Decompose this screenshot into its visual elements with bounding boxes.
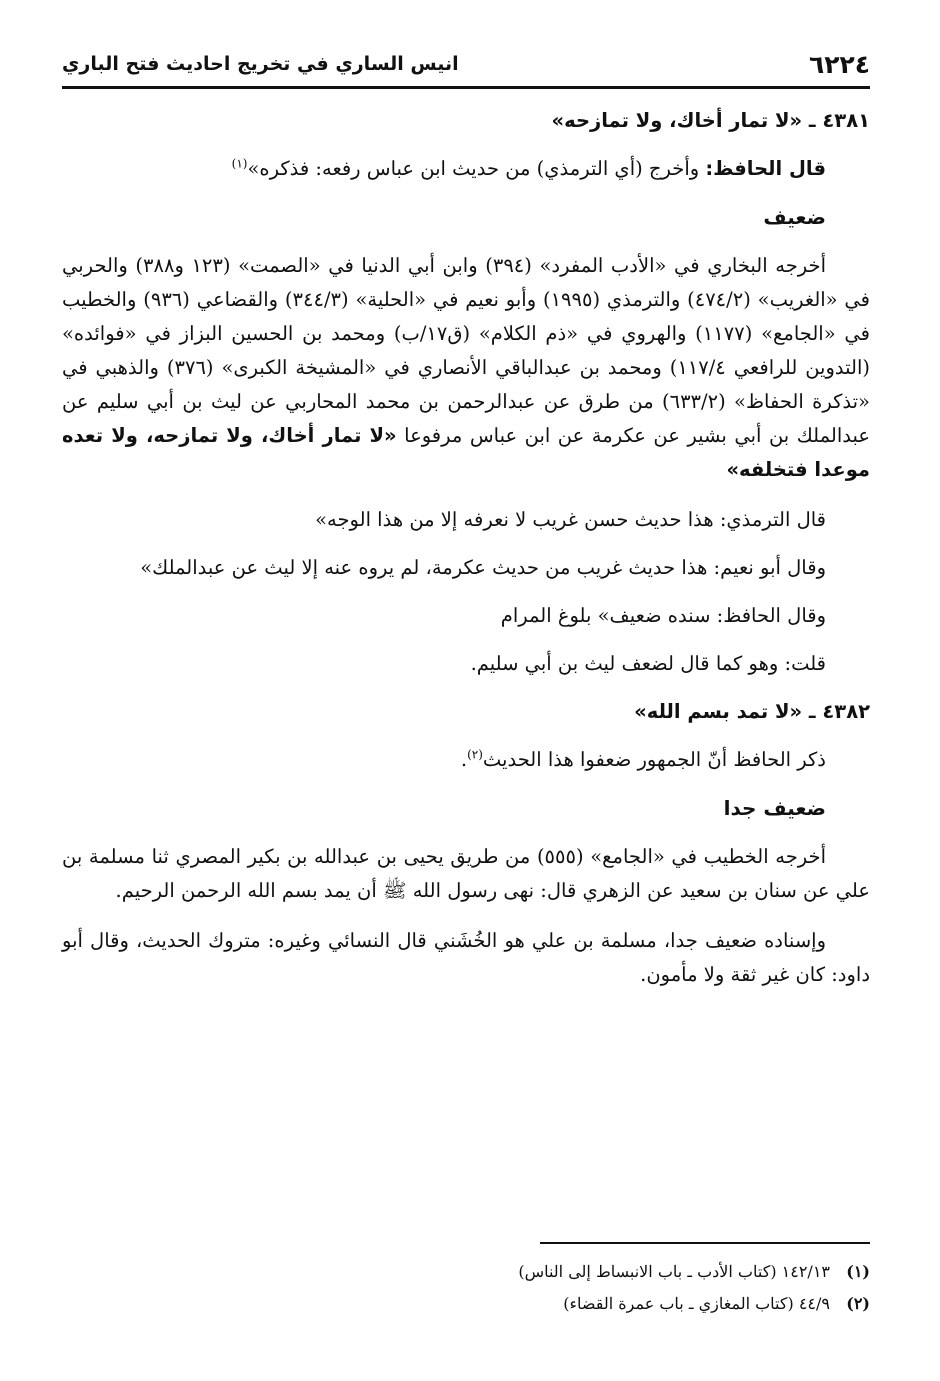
footnote-number: (٢) bbox=[846, 1294, 870, 1313]
footnote-rule bbox=[540, 1242, 870, 1244]
entry-4382-heading bbox=[62, 695, 870, 729]
hadith-heading: ٤٣٨٢ ـ «لا تمد بسم الله» bbox=[634, 700, 870, 723]
hafiz-quote bbox=[62, 152, 870, 186]
page-header bbox=[62, 44, 870, 84]
footnote-ref-1: (١) bbox=[231, 156, 248, 171]
hafiz-note-end: . bbox=[460, 748, 468, 771]
hadith-grade: ضعيف جدا bbox=[723, 796, 826, 820]
footnote-text: ٤٤/٩ (كتاب المغازي ـ باب عمرة القضاء) bbox=[563, 1294, 830, 1313]
header-rule bbox=[62, 86, 870, 89]
hafiz-label: قال الحافظ: bbox=[705, 157, 826, 180]
author-comment: قلت: وهو كما قال لضعف ليث بن أبي سليم. bbox=[470, 652, 826, 675]
grade-line bbox=[62, 200, 870, 235]
takhrij-paragraph: أخرجه الخطيب في «الجامع» (٥٥٥) من طريق يحيى بن عبدالله بن بكير المصري ثنا مسلمة بن علي عن سنان بن سعيد عن الزهري قال: نهى رسول الله ﷺ أن يمد بسم الله الرحمن الرحيم. bbox=[62, 845, 870, 902]
abu-nuaym-comment: وقال أبو نعيم: هذا حديث غريب من حديث عكرمة، لم يروه عنه إلا ليث عن عبدالملك» bbox=[140, 556, 826, 579]
hadith-grade: ضعيف bbox=[763, 205, 826, 229]
isnad-paragraph: وإسناده ضعيف جدا، مسلمة بن علي هو الخُشَني قال النسائي وغيره: متروك الحديث، وقال أبو داود: كان غير ثقة ولا مأمون. bbox=[62, 929, 870, 986]
footnote-number: (١) bbox=[846, 1262, 870, 1281]
running-title: انيس الساري في تخريج احاديث فتح الباري bbox=[62, 53, 459, 75]
footnotes bbox=[62, 1256, 870, 1320]
footnote-ref-2: (٢) bbox=[467, 747, 483, 762]
footnote-1 bbox=[62, 1256, 870, 1288]
hafiz-note bbox=[62, 743, 870, 777]
takhrij-paragraph bbox=[62, 249, 870, 487]
footnote-text: ١٤٢/١٣ (كتاب الأدب ـ باب الانبساط إلى الناس) bbox=[518, 1262, 830, 1281]
grade-line bbox=[62, 791, 870, 826]
hafiz-comment: وقال الحافظ: سنده ضعيف» بلوغ المرام bbox=[500, 604, 826, 627]
takhrij-text: أخرجه البخاري في «الأدب المفرد» (٣٩٤) وابن أبي الدنيا في «الصمت» (١٢٣ و٣٨٨) والحربي في «الغريب» (٤٧٤/٢) والترمذي (١٩٩٥) وأبو نعيم في «الحلية» (٣٤٤/٣) والقضاعي (٩٣٦) والخطيب في «الجامع» (١١٧٧) والهروي في «ذم الكلام» (ق١٧/ب) ومحمد بن الحسين البزاز في «فوائده» (التدوين للرافعي ١١٧/٤) ومحمد بن عبدالباقي الأنصاري في «المشيخة الكبرى» (٣٧٦) والذهبي في «تذكرة الحفاظ» (٦٣٣/٢) من طرق عن عبدالرحمن بن محمد المحاربي عن ليث بن أبي سليم عن عبدالملك بن أبي بشير عن عكرمة عن ابن عباس مرفوعا bbox=[62, 254, 871, 447]
hafiz-note-text: ذكر الحافظ أنّ الجمهور ضعفوا هذا الحديث bbox=[482, 748, 826, 771]
page-body bbox=[62, 104, 870, 1008]
entry-4381-heading bbox=[62, 104, 870, 138]
hafiz-text: وأخرج (أي الترمذي) من حديث ابن عباس رفعه: فذكره» bbox=[247, 157, 706, 180]
tirmidhi-comment: قال الترمذي: هذا حديث حسن غريب لا نعرفه إلا من هذا الوجه» bbox=[315, 508, 826, 531]
matn-bold: «لا تمار أخاك، ولا تمازحه، ولا تعده موعدا فتخلفه» bbox=[62, 424, 870, 481]
footnote-2 bbox=[62, 1288, 870, 1320]
hadith-heading: ٤٣٨١ ـ «لا تمار أخاك، ولا تمازحه» bbox=[551, 109, 870, 132]
page-number: ٦٢٢٤ bbox=[808, 49, 870, 79]
